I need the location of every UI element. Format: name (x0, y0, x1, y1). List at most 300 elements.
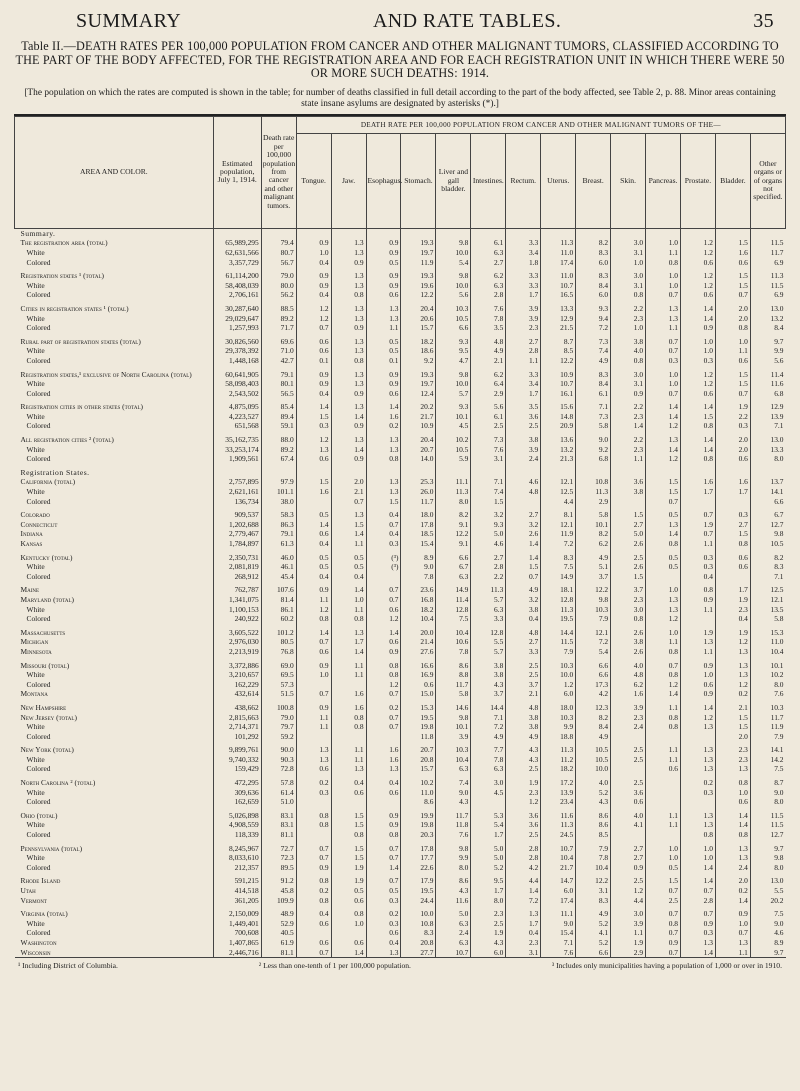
table-cell: 10.0 (576, 764, 611, 774)
row-label (15, 689, 214, 699)
table-row (15, 290, 786, 300)
table-cell: 19.3 (401, 370, 436, 380)
table-cell: 0.9 (296, 703, 331, 713)
table-cell: 0.7 (646, 886, 681, 896)
table-cell: 0.9 (331, 421, 366, 431)
col-header-part: Uterus. (541, 133, 576, 228)
table-row (15, 497, 786, 507)
table-cell: 8.2 (436, 510, 471, 520)
table-cell: 0.1 (296, 356, 331, 366)
table-cell: 0.5 (646, 510, 681, 520)
table-cell: 79.7 (261, 722, 296, 732)
table-cell: 19.3 (401, 271, 436, 281)
table-row (15, 820, 786, 830)
table-cell: 0.4 (366, 510, 401, 520)
table-cell: 0.7 (646, 337, 681, 347)
table-cell: 1.1 (646, 811, 681, 821)
table-row (15, 585, 786, 595)
table-cell: 7.3 (576, 337, 611, 347)
table-cell: 2.5 (506, 764, 541, 774)
table-cell: 2,543,502 (213, 389, 261, 399)
table-cell: 1.3 (331, 628, 366, 638)
table-row (15, 755, 786, 765)
table-cell: 7.4 (471, 487, 506, 497)
table-cell: 0.8 (331, 356, 366, 366)
table-cell: 2.3 (715, 605, 750, 615)
table-cell (366, 732, 401, 742)
table-cell: 88.0 (261, 435, 296, 445)
row-label-text: White (26, 562, 45, 572)
table-cell: 8.2 (576, 238, 611, 248)
row-label (15, 722, 214, 732)
table-cell: 12.5 (541, 487, 576, 497)
table-cell: 1.3 (715, 647, 750, 657)
table-cell: 19.5 (541, 614, 576, 624)
table-cell: 11.7 (750, 248, 785, 258)
row-label (15, 661, 214, 671)
table-cell: (³) (366, 553, 401, 563)
table-cell: 0.9 (611, 389, 646, 399)
table-row (15, 614, 786, 624)
row-label-text: White (26, 313, 45, 323)
table-cell: 12.4 (401, 389, 436, 399)
table-cell: 1.5 (715, 271, 750, 281)
table-cell: 1.2 (296, 304, 331, 314)
row-label-text: Kansas (20, 539, 43, 548)
row-label (15, 909, 214, 919)
table-cell: 2.7 (715, 520, 750, 530)
row-label-text: Colored (26, 323, 51, 333)
table-cell: 0.5 (331, 553, 366, 563)
table-cell: 10.8 (401, 919, 436, 929)
table-cell: 1.3 (646, 605, 681, 615)
table-cell: 0.7 (366, 853, 401, 863)
table-cell: 0.4 (506, 928, 541, 938)
table-cell: 1,784,897 (213, 539, 261, 549)
table-cell: 9.0 (401, 562, 436, 572)
table-row (15, 938, 786, 948)
table-cell: 1.3 (366, 764, 401, 774)
table-cell: 20.3 (401, 830, 436, 840)
table-cell: 9.7 (750, 844, 785, 854)
table-cell: 4.1 (576, 928, 611, 938)
row-label-text: Colored (26, 862, 51, 872)
table-cell: 5.2 (576, 919, 611, 929)
table-cell: 10.1 (750, 661, 785, 671)
col-header-part: Prostate. (680, 133, 715, 228)
table-cell: 0.9 (680, 689, 715, 699)
row-label-text: Colored (26, 830, 51, 840)
table-cell: 76.8 (261, 647, 296, 657)
table-cell: 21.7 (541, 863, 576, 873)
table-cell: 80.5 (261, 637, 296, 647)
table-cell: 7.6 (471, 445, 506, 455)
table-cell: 3.9 (436, 732, 471, 742)
row-label (15, 281, 214, 291)
table-cell: 0.9 (366, 248, 401, 258)
table-cell: 11.8 (436, 820, 471, 830)
table-cell: 7.6 (436, 830, 471, 840)
running-header-left: SUMMARY (76, 10, 182, 32)
table-cell: 5.3 (471, 811, 506, 821)
table-cell (366, 572, 401, 582)
table-cell: 101,292 (213, 732, 261, 742)
table-row (15, 811, 786, 821)
table-cell: 2.5 (611, 876, 646, 886)
table-cell: 8.3 (750, 562, 785, 572)
table-cell: 1.3 (331, 402, 366, 412)
table-cell: 18.8 (541, 732, 576, 742)
table-cell: 62,631,566 (213, 248, 261, 258)
table-cell: 0.6 (680, 680, 715, 690)
table-cell: 40.5 (261, 928, 296, 938)
table-cell: 1.5 (715, 379, 750, 389)
table-cell: 1.6 (715, 248, 750, 258)
table-cell: 6.6 (750, 497, 785, 507)
table-cell: 1.8 (506, 258, 541, 268)
table-cell: 10.7 (436, 948, 471, 958)
table-cell (611, 764, 646, 774)
table-row (15, 637, 786, 647)
table-cell: 109.9 (261, 896, 296, 906)
table-cell: 5.8 (576, 510, 611, 520)
table-cell: 88.5 (261, 304, 296, 314)
table-cell: 0.8 (366, 454, 401, 464)
table-cell: 1.3 (715, 844, 750, 854)
table-cell: 1.7 (680, 487, 715, 497)
row-label-text: New York (total) (20, 745, 74, 755)
table-cell: 9.5 (436, 346, 471, 356)
table-cell: 0.3 (296, 421, 331, 431)
table-cell: 5.7 (436, 389, 471, 399)
table-cell: 2.3 (611, 713, 646, 723)
table-cell: 6.0 (471, 948, 506, 958)
table-cell: 10.4 (436, 755, 471, 765)
table-cell: 7.3 (471, 435, 506, 445)
table-cell: 1.5 (646, 487, 681, 497)
table-cell: 0.9 (680, 919, 715, 929)
table-cell: 11.3 (576, 487, 611, 497)
table-cell: 13.0 (750, 435, 785, 445)
table-cell: 8.6 (401, 797, 436, 807)
table-cell: 0.5 (366, 346, 401, 356)
table-cell: 12.2 (436, 529, 471, 539)
table-cell (646, 572, 681, 582)
table-cell: 2.4 (436, 928, 471, 938)
table-cell: 0.8 (331, 713, 366, 723)
table-cell: 0.7 (680, 510, 715, 520)
table-row (15, 797, 786, 807)
table-cell: 3.1 (471, 454, 506, 464)
table-cell: 2,150,009 (213, 909, 261, 919)
table-cell: 2.5 (506, 670, 541, 680)
table-cell: 11.0 (541, 271, 576, 281)
table-cell: 0.6 (296, 337, 331, 347)
table-row (15, 732, 786, 742)
table-cell: 4.0 (611, 661, 646, 671)
table-cell: 0.4 (366, 529, 401, 539)
table-cell: 1.3 (715, 764, 750, 774)
table-cell: 1.1 (331, 755, 366, 765)
table-cell: 0.8 (715, 830, 750, 840)
table-cell: 0.5 (296, 553, 331, 563)
table-cell: 1.1 (680, 647, 715, 657)
table-cell: 9.1 (436, 539, 471, 549)
table-cell: 0.6 (680, 258, 715, 268)
table-cell: 0.7 (646, 497, 681, 507)
table-cell: 1.0 (646, 844, 681, 854)
table-row (15, 281, 786, 291)
page-number: 35 (753, 10, 774, 32)
row-label-text: White (26, 346, 45, 356)
table-cell: 1.2 (506, 797, 541, 807)
table-cell: 7.5 (750, 909, 785, 919)
table-cell: 81.4 (261, 595, 296, 605)
table-cell (331, 732, 366, 742)
table-cell: 0.3 (715, 421, 750, 431)
table-cell: 1,407,865 (213, 938, 261, 948)
table-cell: 10.1 (576, 520, 611, 530)
table-cell: 1.4 (680, 445, 715, 455)
table-cell: 8.3 (401, 928, 436, 938)
table-cell: 1.3 (331, 510, 366, 520)
table-cell: 1.3 (331, 435, 366, 445)
table-cell: 5.4 (436, 258, 471, 268)
table-cell: 86.1 (261, 605, 296, 615)
table-cell: 8.4 (576, 281, 611, 291)
table-cell (715, 497, 750, 507)
table-row (15, 605, 786, 615)
row-label-text: White (26, 379, 45, 389)
table-cell: 33,253,174 (213, 445, 261, 455)
table-cell: 91.2 (261, 876, 296, 886)
table-cell: 361,205 (213, 896, 261, 906)
table-cell: 20.8 (401, 938, 436, 948)
table-cell: 1.3 (366, 477, 401, 487)
table-cell: 0.8 (646, 722, 681, 732)
table-cell: 1.3 (680, 764, 715, 774)
table-cell: 8.4 (750, 323, 785, 333)
table-cell: 1.3 (366, 314, 401, 324)
col-header-part: Jaw. (331, 133, 366, 228)
table-cell: 0.4 (296, 539, 331, 549)
table-cell: 0.6 (401, 680, 436, 690)
table-cell: 0.8 (331, 614, 366, 624)
table-cell: 2.4 (715, 863, 750, 873)
table-cell: 3.6 (506, 811, 541, 821)
table-row (15, 919, 786, 929)
table-cell: 86.3 (261, 520, 296, 530)
table-cell: 2.7 (611, 844, 646, 854)
table-cell: 9.0 (541, 919, 576, 929)
table-cell: 3.3 (506, 370, 541, 380)
table-cell: 0.7 (646, 290, 681, 300)
table-cell: 4,223,527 (213, 412, 261, 422)
table-cell: 1.1 (646, 755, 681, 765)
table-cell: 0.8 (715, 323, 750, 333)
table-cell (296, 830, 331, 840)
table-cell: 1.3 (331, 379, 366, 389)
table-cell: 79.1 (261, 529, 296, 539)
footnote-1: ¹ Including District of Columbia. (18, 961, 118, 971)
table-cell: 9.3 (576, 304, 611, 314)
table-cell: 0.7 (331, 497, 366, 507)
table-cell: 0.8 (646, 713, 681, 723)
table-cell: 1.4 (506, 539, 541, 549)
table-cell: 1.3 (331, 238, 366, 248)
table-cell: 10.0 (436, 248, 471, 258)
table-cell: 80.0 (261, 281, 296, 291)
table-cell: 4.3 (436, 797, 471, 807)
table-cell: 8.2 (576, 529, 611, 539)
table-cell: 12.9 (541, 314, 576, 324)
table-cell: 2,213,919 (213, 647, 261, 657)
table-cell: 1.5 (331, 520, 366, 530)
table-cell: 11.6 (541, 811, 576, 821)
table-cell: 19.6 (401, 281, 436, 291)
table-cell: 1.7 (715, 487, 750, 497)
table-cell: 1.2 (296, 435, 331, 445)
table-cell: 3.8 (471, 670, 506, 680)
table-cell: 0.8 (366, 830, 401, 840)
table-cell: 9.8 (436, 844, 471, 854)
table-cell: 1.2 (646, 454, 681, 464)
row-label (15, 670, 214, 680)
table-cell: 0.6 (715, 797, 750, 807)
table-cell: 1.7 (506, 389, 541, 399)
table-cell: 7.6 (541, 948, 576, 958)
table-cell: 1.0 (646, 585, 681, 595)
table-cell: 56.5 (261, 389, 296, 399)
table-cell: 24.5 (541, 830, 576, 840)
row-label-text: White (26, 280, 45, 290)
table-cell: 0.8 (715, 539, 750, 549)
row-label (15, 412, 214, 422)
table-cell: 8.8 (436, 670, 471, 680)
table-cell: 6.2 (471, 271, 506, 281)
table-cell: 0.3 (366, 539, 401, 549)
row-label-text: Colored (26, 928, 51, 938)
table-cell: 0.9 (366, 370, 401, 380)
table-cell: 1.1 (646, 745, 681, 755)
table-cell: 8.2 (576, 713, 611, 723)
table-cell: 0.4 (506, 614, 541, 624)
table-cell: 0.9 (331, 258, 366, 268)
table-cell: 6.6 (576, 670, 611, 680)
table-cell: 7.2 (506, 896, 541, 906)
row-label (15, 948, 214, 958)
table-cell: 10.4 (541, 853, 576, 863)
col-header-part: Other organs or of organs not specified. (750, 133, 785, 228)
table-cell: 1.0 (680, 844, 715, 854)
table-cell: 2.4 (611, 722, 646, 732)
table-row (15, 337, 786, 347)
table-cell: 1.3 (296, 755, 331, 765)
table-cell: 11.8 (401, 732, 436, 742)
table-cell: 2.0 (715, 304, 750, 314)
table-cell: 2.6 (611, 647, 646, 657)
table-cell: 10.4 (436, 628, 471, 638)
table-cell: 11.5 (750, 238, 785, 248)
table-cell: 11.3 (541, 605, 576, 615)
table-cell: 11.7 (436, 811, 471, 821)
row-label (15, 938, 214, 948)
table-cell: 0.7 (366, 585, 401, 595)
table-cell: 1.2 (541, 680, 576, 690)
table-cell: 472,295 (213, 778, 261, 788)
table-cell (296, 797, 331, 807)
table-cell: 45.4 (261, 572, 296, 582)
table-cell: 1.3 (366, 445, 401, 455)
table-cell: 0.8 (296, 614, 331, 624)
table-cell: 8.0 (750, 454, 785, 464)
table-cell: 2.2 (611, 402, 646, 412)
table-cell: 1.3 (715, 853, 750, 863)
table-cell: 6.1 (471, 412, 506, 422)
table-cell: 10.2 (401, 778, 436, 788)
table-cell: 1.2 (296, 314, 331, 324)
table-cell: 17.4 (541, 896, 576, 906)
row-label (15, 713, 214, 723)
table-cell: 11.3 (471, 585, 506, 595)
table-cell: 2.5 (611, 755, 646, 765)
table-row (15, 745, 786, 755)
table-cell: 9.8 (436, 238, 471, 248)
row-label-text: Missouri (total) (20, 660, 70, 670)
table-cell: 15.4 (401, 539, 436, 549)
table-cell: 8.7 (750, 778, 785, 788)
table-body (15, 228, 786, 957)
table-cell: 6.2 (471, 370, 506, 380)
table-cell: 1.9 (611, 938, 646, 948)
table-cell (366, 797, 401, 807)
row-label-text: New Hampshire (20, 702, 67, 712)
table-cell: 1.2 (296, 605, 331, 615)
table-cell: 7.8 (471, 314, 506, 324)
table-cell: 11.3 (541, 238, 576, 248)
table-cell: 2.3 (611, 314, 646, 324)
table-cell: 1.5 (296, 477, 331, 487)
table-cell: 1.7 (331, 637, 366, 647)
table-cell: 2.3 (611, 595, 646, 605)
table-cell: 8.5 (576, 830, 611, 840)
table-cell: 3.9 (611, 919, 646, 929)
table-cell: 3,210,657 (213, 670, 261, 680)
table-cell: 1.3 (366, 304, 401, 314)
table-cell: 0.8 (611, 356, 646, 366)
table-cell: 69.6 (261, 337, 296, 347)
table-cell: 1.3 (366, 435, 401, 445)
table-cell: 1.0 (680, 853, 715, 863)
row-label-text: White (26, 604, 45, 614)
table-cell: 1.9 (506, 778, 541, 788)
row-label-text: Registration states ¹ (total) (20, 271, 104, 281)
row-label (15, 337, 214, 347)
table-cell: 12.7 (750, 520, 785, 530)
table-cell: 1.0 (715, 919, 750, 929)
table-cell: 1.7 (506, 290, 541, 300)
table-cell: 3.7 (611, 585, 646, 595)
table-cell: 15.0 (401, 689, 436, 699)
table-cell: 0.3 (680, 562, 715, 572)
table-cell: 268,912 (213, 572, 261, 582)
table-cell: 12.1 (541, 477, 576, 487)
table-cell: 12.1 (750, 595, 785, 605)
table-row (15, 886, 786, 896)
table-cell: 3.2 (506, 520, 541, 530)
table-cell: 18.2 (401, 605, 436, 615)
table-cell: 0.9 (296, 281, 331, 291)
